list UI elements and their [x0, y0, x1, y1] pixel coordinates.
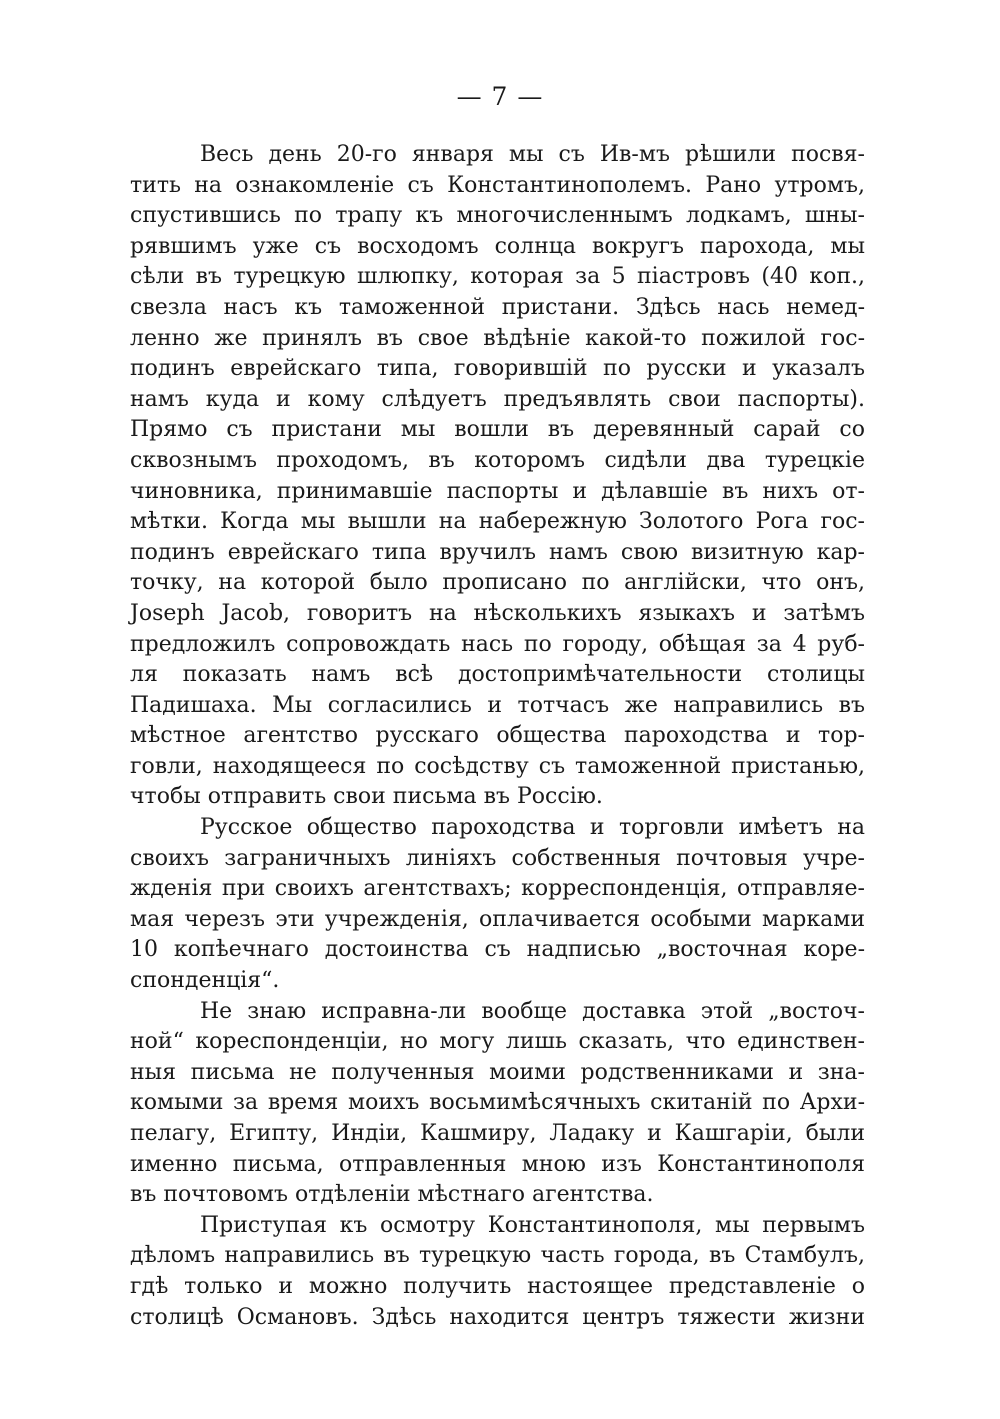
- text-line: своихъ заграничныхъ линіяхъ собственныя почтовыя учре-: [130, 845, 865, 871]
- text-line: рявшимъ уже съ восходомъ солнца вокругъ парохода, мы: [130, 233, 865, 259]
- text-line: сквознымъ проходомъ, въ которомъ сидѣли два турецкіе: [130, 447, 865, 473]
- text-line: подинъ еврейскаго типа вручилъ намъ свою визитную кар-: [130, 539, 865, 565]
- paragraph-4: [130, 1211, 865, 1333]
- text-line: Падишаха. Мы согласились и тотчасъ же направились въ: [130, 692, 865, 718]
- text-line: пелагу, Египту, Индіи, Кашмиру, Ладаку и Кашгаріи, были: [130, 1121, 865, 1146]
- text-line: ленно же принялъ въ свое вѣдѣніе какой-то пожилой гос-: [130, 325, 865, 351]
- text-line: подинъ еврейскаго типа, говорившій по русски и указалъ: [130, 356, 865, 382]
- paragraph-2: [130, 813, 865, 997]
- text-line: предложилъ сопровождать нась по городу, обѣщая за 4 руб-: [130, 631, 865, 657]
- text-line: 10 копѣечнаго достоинства съ надписью „восточная коре-: [130, 937, 865, 963]
- text-line: въ почтовомъ отдѣленіи мѣстнаго агентства.: [130, 1182, 654, 1208]
- text-line: ной“ кореспонденціи, но могу лишь сказать, что единствен-: [130, 1029, 865, 1055]
- text-line: говли, находящееся по сосѣдству съ таможенной пристанью,: [130, 753, 865, 779]
- text-line: намъ куда и кому слѣдуетъ предъявлять свои паспорты).: [130, 386, 865, 412]
- text-line: сѣли въ турецкую шлюпку, которая за 5 піастровъ (40 коп.,: [130, 264, 865, 290]
- text-line: комыми за время моихъ восьмимѣсячныхъ скитаній по Архи-: [130, 1090, 865, 1116]
- text-line: именно письма, отправленныя мною изъ Константинополя: [130, 1151, 865, 1177]
- text-line: ля показать намъ всѣ достопримѣчательности столицы: [130, 662, 865, 688]
- paragraph-1: [130, 140, 865, 813]
- text-line: ныя письма не полученныя моими родственниками и зна-: [130, 1059, 865, 1085]
- text-line: жденія при своихъ агентствахъ; корреспонденція, отправляе-: [130, 876, 865, 902]
- text-line: спустившись по трапу къ многочисленнымъ лодкамъ, шны-: [130, 203, 865, 229]
- text-line: дѣломъ направились въ турецкую часть города, въ Стамбулъ,: [130, 1243, 865, 1269]
- text-line: мѣстное агентство русскаго общества пароходства и тор-: [130, 723, 865, 749]
- text-line: Весь день 20-го января мы съ Ив-мъ рѣшили посвя-: [200, 142, 865, 167]
- text-line: спонденція“.: [130, 968, 280, 994]
- paragraph-3: [130, 997, 865, 1211]
- text-line: чиновника, принимавшіе паспорты и дѣлавшіе въ нихъ от-: [130, 478, 865, 504]
- text-line: чтобы отправить свои письма въ Россію.: [130, 784, 603, 810]
- page-number: — 7 —: [456, 82, 544, 111]
- body-text: [130, 140, 865, 1333]
- text-line: свезла насъ къ таможенной пристани. Здѣсь нась немед-: [130, 294, 865, 320]
- text-line: Русское общество пароходства и торговли имѣетъ на: [200, 815, 865, 841]
- text-line: точку, на которой было прописано по англійски, что онъ,: [130, 570, 865, 596]
- text-line: Приступая къ осмотру Константинополя, мы первымъ: [200, 1212, 865, 1238]
- text-line: Joseph Jacob, говоритъ на нѣсколькихъ языкахъ и затѣмъ: [130, 600, 865, 626]
- text-line: мая черезъ эти учрежденія, оплачивается особыми марками: [130, 906, 865, 932]
- text-line: Прямо съ пристани мы вошли въ деревянный сарай со: [130, 417, 865, 443]
- text-line: тить на ознакомленіе съ Константинополемъ. Рано утромъ,: [130, 172, 865, 198]
- text-line: столицѣ Османовъ. Здѣсь находится центръ тяжести жизни: [130, 1304, 865, 1330]
- text-line: Не знаю исправна-ли вообще доставка этой „восточ-: [200, 998, 865, 1024]
- text-line: мѣтки. Когда мы вышли на набережную Золотого Рога гос-: [130, 509, 865, 535]
- text-line: гдѣ только и можно получить настоящее представленіе о: [130, 1273, 865, 1299]
